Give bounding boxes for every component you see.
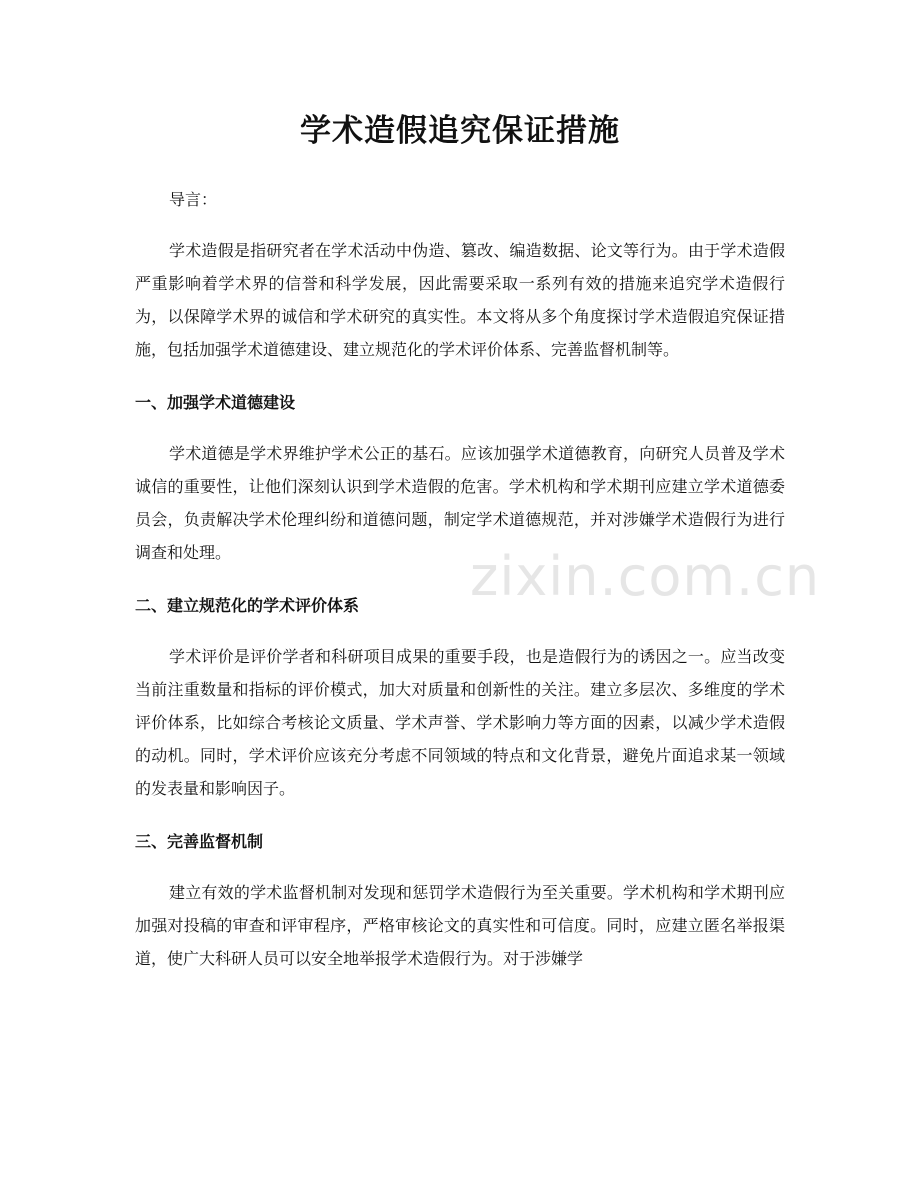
document-body [135,183,785,975]
intro-paragraph: 学术造假是指研究者在学术活动中伪造、篡改、编造数据、论文等行为。由于学术造假严重影响着学术界的信誉和科学发展，因此需要采取一系列有效的措施来追究学术造假行为，以保障学术界的诚信和学术研究的真实性。本文将从多个角度探讨学术造假追究保证措施，包括加强学术道德建设、建立规范化的学术评价体系、完善监督机制等。 [135,241,785,359]
document-title: 学术造假追究保证措施 [300,113,620,149]
watermark-text: zixin.com.cn [470,545,821,608]
intro-label: 导言： [169,190,218,209]
section-heading-1: 一、加强学术道德建设 [135,393,296,412]
section-paragraph-3: 建立有效的学术监督机制对发现和惩罚学术造假行为至关重要。学术机构和学术期刊应加强对投稿的审查和评审程序，严格审核论文的真实性和可信度。同时，应建立匿名举报渠道，使广大科研人员可以安全地举报学术造假行为。对于涉嫌学 [135,883,785,968]
section-paragraph-1: 学术道德是学术界维护学术公正的基石。应该加强学术道德教育，向研究人员普及学术诚信的重要性，让他们深刻认识到学术造假的危害。学术机构和学术期刊应建立学术道德委员会，负责解决学术伦理纠纷和道德问题，制定学术道德规范，并对涉嫌学术造假行为进行调查和处理。 [135,444,785,562]
section-paragraph-2: 学术评价是评价学者和科研项目成果的重要手段，也是造假行为的诱因之一。应当改变当前注重数量和指标的评价模式，加大对质量和创新性的关注。建立多层次、多维度的学术评价体系，比如综合考核论文质量、学术声誉、学术影响力等方面的因素，以减少学术造假的动机。同时，学术评价应该充分考虑不同领域的特点和文化背景，避免片面追求某一领域的发表量和影响因子。 [135,647,785,798]
section-heading-2: 二、建立规范化的学术评价体系 [135,596,360,615]
section-heading-3: 三、完善监督机制 [135,832,264,851]
